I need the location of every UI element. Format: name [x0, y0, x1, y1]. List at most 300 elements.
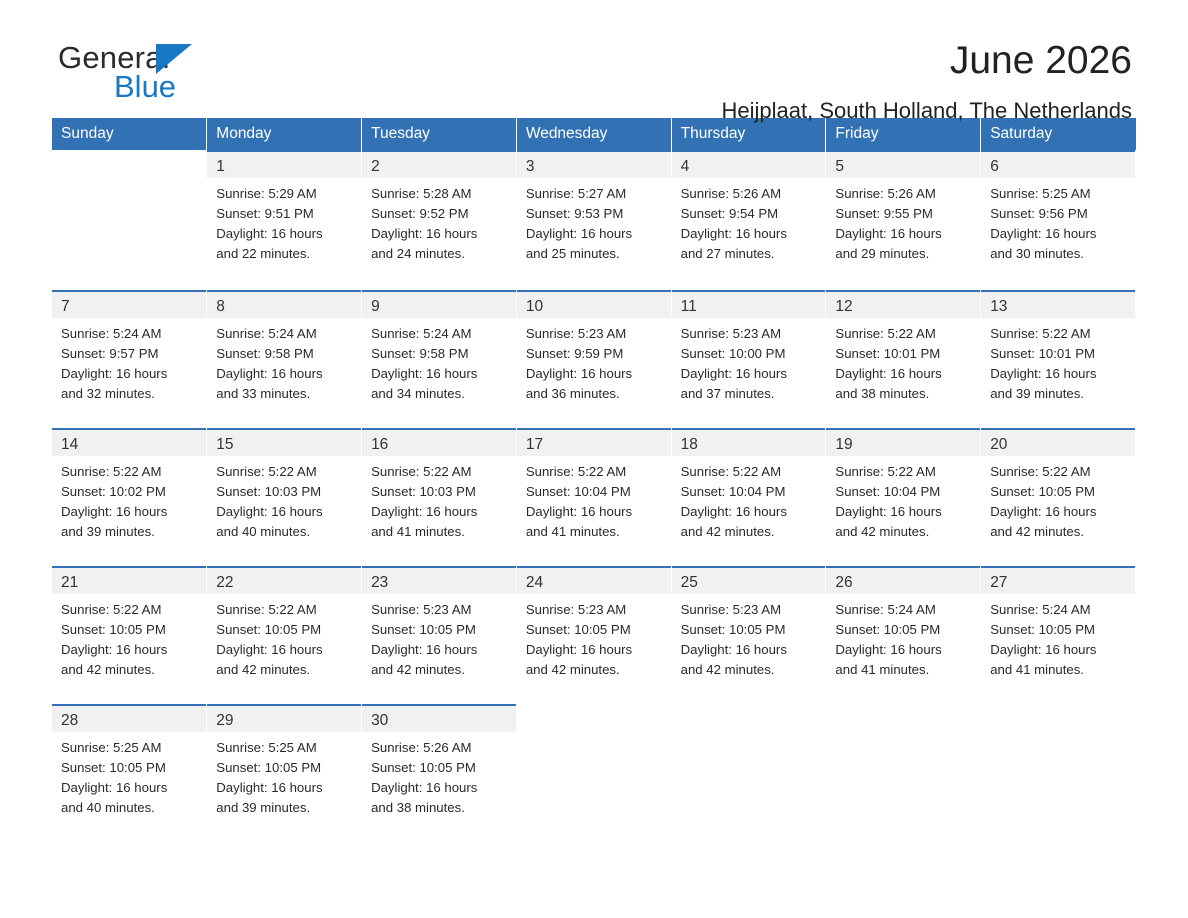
calendar-cell-empty	[826, 704, 981, 834]
day-info	[672, 178, 826, 264]
day-info-line: Sunset: 10:05 PM	[990, 622, 1096, 637]
day-cell-content	[207, 290, 361, 418]
calendar-day-cell	[981, 566, 1136, 694]
day-number: 2	[371, 158, 380, 175]
day-cell-content	[207, 704, 361, 832]
day-info-line: Sunrise: 5:25 AM	[216, 740, 317, 755]
calendar-day-cell	[671, 290, 826, 418]
day-info-line: Sunrise: 5:22 AM	[525, 464, 627, 479]
day-info-line: Sunrise: 5:24 AM	[61, 326, 162, 341]
day-cell-content	[981, 150, 1135, 278]
day-number: 9	[371, 298, 380, 315]
week-spacer-cell	[52, 694, 1136, 704]
day-info-line: Sunrise: 5:24 AM	[990, 602, 1091, 617]
calendar-day-cell	[207, 290, 362, 418]
day-number: 8	[216, 298, 225, 315]
generalblue-logo	[58, 42, 258, 106]
day-number-bar	[981, 428, 1135, 456]
day-cell-content	[672, 150, 826, 278]
calendar-day-cell	[981, 290, 1136, 418]
day-info-line: and 27 minutes.	[680, 246, 775, 261]
empty-day-placeholder	[672, 704, 826, 834]
day-info-line: and 42 minutes.	[680, 662, 775, 677]
day-info-line: Sunset: 9:57 PM	[61, 346, 159, 361]
day-info-line: Sunset: 10:03 PM	[216, 484, 322, 499]
day-info-line: Sunrise: 5:22 AM	[61, 464, 162, 479]
day-cell-content	[207, 428, 361, 556]
day-info-line: Sunset: 9:54 PM	[680, 206, 779, 221]
day-info-line: and 24 minutes.	[371, 246, 465, 261]
day-number: 26	[835, 574, 853, 591]
day-info	[981, 318, 1135, 404]
day-number: 13	[990, 298, 1008, 315]
day-info-line: Sunset: 9:55 PM	[835, 206, 933, 221]
day-cell-content	[52, 704, 206, 832]
calendar-week-row	[52, 290, 1136, 418]
day-info-line: and 42 minutes.	[680, 524, 775, 539]
day-number-bar	[207, 428, 361, 456]
day-info	[517, 594, 671, 680]
day-info-line: Sunrise: 5:27 AM	[525, 186, 627, 201]
week-spacer-cell	[52, 418, 1136, 428]
day-cell-content	[672, 566, 826, 694]
day-info	[52, 318, 206, 404]
day-info-line: and 41 minutes.	[525, 524, 620, 539]
calendar-day-cell	[671, 566, 826, 694]
calendar-day-cell	[52, 704, 207, 834]
day-info-line: and 39 minutes.	[61, 524, 155, 539]
calendar-week-row	[52, 428, 1136, 556]
weekday-header-friday: Friday	[826, 118, 981, 150]
day-number: 23	[371, 574, 389, 591]
day-cell-content	[981, 290, 1135, 418]
calendar-day-cell	[826, 150, 981, 280]
day-number-bar	[672, 150, 826, 178]
day-number: 1	[216, 158, 225, 175]
day-number: 19	[835, 436, 853, 453]
day-info	[207, 318, 361, 404]
day-info	[981, 594, 1135, 680]
day-info-line: Sunset: 10:05 PM	[371, 622, 476, 637]
day-info-line: Daylight: 16 hours	[216, 642, 323, 657]
day-number: 30	[371, 712, 389, 729]
day-info	[517, 178, 671, 264]
day-info-line: and 42 minutes.	[61, 662, 155, 677]
day-number-bar	[672, 428, 826, 456]
day-number-bar	[517, 566, 671, 594]
day-number-bar	[517, 428, 671, 456]
day-info-line: and 32 minutes.	[61, 386, 155, 401]
day-info-line: Sunrise: 5:22 AM	[216, 602, 317, 617]
day-number-bar	[826, 566, 980, 594]
day-cell-content	[826, 290, 980, 418]
logo-text-blue: Blue	[114, 69, 177, 104]
day-number-bar	[207, 290, 361, 318]
day-number: 12	[835, 298, 853, 315]
calendar-day-cell	[826, 566, 981, 694]
day-number: 20	[990, 436, 1008, 453]
day-info-line: Sunset: 10:01 PM	[990, 346, 1096, 361]
day-info-line: Sunset: 10:04 PM	[525, 484, 631, 499]
day-info	[826, 178, 980, 264]
calendar-day-cell	[362, 290, 517, 418]
day-info	[207, 456, 361, 542]
day-number-bar	[826, 428, 980, 456]
day-cell-content	[826, 566, 980, 694]
calendar-day-cell	[362, 150, 517, 280]
day-info-line: and 42 minutes.	[990, 524, 1085, 539]
logo-triangle-icon	[156, 44, 192, 74]
calendar-day-cell	[362, 704, 517, 834]
day-info	[207, 594, 361, 680]
day-info	[826, 318, 980, 404]
day-info-line: Sunset: 10:02 PM	[61, 484, 166, 499]
day-info-line: Daylight: 16 hours	[990, 504, 1097, 519]
day-number-bar	[517, 290, 671, 318]
day-number: 29	[216, 712, 234, 729]
day-info-line: Daylight: 16 hours	[990, 642, 1097, 657]
day-info-line: and 25 minutes.	[525, 246, 620, 261]
calendar-week-row	[52, 566, 1136, 694]
day-info	[981, 456, 1135, 542]
empty-day-placeholder	[826, 704, 980, 834]
day-cell-content	[672, 428, 826, 556]
day-info-line: Daylight: 16 hours	[680, 226, 787, 241]
day-info-line: Sunrise: 5:25 AM	[990, 186, 1091, 201]
day-number-bar	[826, 150, 980, 178]
day-number-bar	[362, 428, 516, 456]
day-info-line: Sunset: 10:05 PM	[61, 622, 166, 637]
day-info-line: and 42 minutes.	[371, 662, 465, 677]
day-info-line: and 22 minutes.	[216, 246, 311, 261]
day-number-bar	[672, 290, 826, 318]
day-info-line: Sunset: 10:05 PM	[371, 760, 476, 775]
calendar-day-cell	[207, 704, 362, 834]
day-number-bar	[362, 150, 516, 178]
day-info-line: and 41 minutes.	[371, 524, 465, 539]
day-number: 6	[990, 158, 999, 175]
day-info-line: and 38 minutes.	[371, 800, 465, 815]
calendar-day-cell	[207, 150, 362, 280]
day-info-line: Sunrise: 5:24 AM	[216, 326, 317, 341]
day-info-line: Sunrise: 5:24 AM	[371, 326, 472, 341]
day-info-line: Daylight: 16 hours	[371, 780, 478, 795]
day-info	[826, 594, 980, 680]
day-cell-content	[207, 150, 361, 278]
day-cell-content	[517, 428, 671, 556]
day-info-line: Daylight: 16 hours	[680, 366, 787, 381]
day-info-line: Daylight: 16 hours	[525, 226, 633, 241]
calendar-week-row	[52, 150, 1136, 280]
week-spacer	[52, 694, 1136, 704]
weekday-header-sunday: Sunday	[52, 118, 207, 150]
day-info-line: Sunrise: 5:24 AM	[835, 602, 936, 617]
day-info-line: Sunset: 10:05 PM	[216, 622, 322, 637]
day-cell-content	[362, 290, 516, 418]
day-info-line: Daylight: 16 hours	[216, 780, 323, 795]
day-info-line: Sunrise: 5:26 AM	[680, 186, 782, 201]
day-info-line: Sunrise: 5:22 AM	[835, 326, 936, 341]
day-info-line: Sunset: 10:05 PM	[216, 760, 322, 775]
calendar-day-cell	[516, 290, 671, 418]
day-number-bar	[826, 290, 980, 318]
day-info-line: Sunrise: 5:26 AM	[835, 186, 936, 201]
location-subtitle: Heijplaat, South Holland, The Netherlands	[721, 98, 1132, 123]
day-number-bar	[52, 566, 206, 594]
day-info-line: Sunset: 9:58 PM	[216, 346, 314, 361]
day-info	[672, 318, 826, 404]
day-info	[362, 732, 516, 818]
day-number: 5	[835, 158, 845, 175]
calendar-cell-empty	[52, 150, 207, 280]
day-number: 11	[680, 298, 697, 315]
week-spacer-cell	[52, 280, 1136, 290]
day-number-bar	[517, 150, 671, 178]
day-info	[981, 178, 1135, 264]
week-spacer	[52, 418, 1136, 428]
day-number-bar	[362, 704, 516, 732]
day-info-line: and 40 minutes.	[61, 800, 155, 815]
day-info-line: Daylight: 16 hours	[835, 504, 942, 519]
calendar-day-cell	[207, 566, 362, 694]
day-info-line: Sunset: 9:52 PM	[371, 206, 469, 221]
day-info	[362, 178, 516, 264]
day-info	[672, 456, 826, 542]
day-number-bar	[981, 566, 1135, 594]
day-info-line: Daylight: 16 hours	[835, 226, 942, 241]
day-number-bar	[362, 566, 516, 594]
day-info-line: Sunrise: 5:22 AM	[990, 464, 1091, 479]
calendar-day-cell	[52, 566, 207, 694]
day-info-line: Sunset: 10:05 PM	[835, 622, 941, 637]
day-info-line: Sunrise: 5:23 AM	[525, 326, 627, 341]
day-info	[362, 318, 516, 404]
day-info	[52, 732, 206, 818]
empty-day-placeholder	[981, 704, 1135, 834]
day-cell-content	[826, 150, 980, 278]
day-number-bar	[362, 290, 516, 318]
day-info-line: Daylight: 16 hours	[371, 642, 478, 657]
day-info	[672, 594, 826, 680]
day-info-line: and 41 minutes.	[990, 662, 1085, 677]
day-cell-content	[362, 704, 516, 832]
calendar-day-cell	[52, 428, 207, 556]
calendar-day-cell	[826, 428, 981, 556]
day-info-line: Daylight: 16 hours	[61, 366, 168, 381]
day-info-line: Sunrise: 5:29 AM	[216, 186, 317, 201]
weekday-header-wednesday: Wednesday	[516, 118, 671, 150]
day-info-line: and 34 minutes.	[371, 386, 465, 401]
day-info-line: Sunset: 9:51 PM	[216, 206, 314, 221]
day-info-line: Sunrise: 5:22 AM	[216, 464, 317, 479]
day-cell-content	[362, 150, 516, 278]
day-number-bar	[52, 290, 206, 318]
empty-day-placeholder	[517, 704, 671, 834]
day-info-line: Sunset: 10:05 PM	[61, 760, 166, 775]
day-number: 18	[680, 436, 698, 453]
weekday-header-thursday: Thursday	[671, 118, 826, 150]
day-info-line: Sunrise: 5:22 AM	[990, 326, 1091, 341]
calendar-day-cell	[826, 290, 981, 418]
day-info-line: Daylight: 16 hours	[525, 504, 633, 519]
day-info-line: Sunrise: 5:28 AM	[371, 186, 472, 201]
day-number: 22	[216, 574, 234, 591]
day-info-line: and 40 minutes.	[216, 524, 311, 539]
day-info-line: and 36 minutes.	[525, 386, 620, 401]
day-info-line: Daylight: 16 hours	[216, 226, 323, 241]
day-cell-content	[981, 566, 1135, 694]
day-info	[362, 594, 516, 680]
day-info-line: Sunset: 9:59 PM	[525, 346, 624, 361]
weekday-header-tuesday: Tuesday	[362, 118, 517, 150]
day-info-line: Sunset: 9:56 PM	[990, 206, 1088, 221]
day-info-line: Daylight: 16 hours	[216, 366, 323, 381]
day-cell-content	[826, 428, 980, 556]
day-info-line: and 42 minutes.	[525, 662, 620, 677]
page-header	[52, 0, 1136, 123]
day-info	[517, 456, 671, 542]
calendar-cell-empty	[981, 704, 1136, 834]
day-info-line: Sunrise: 5:23 AM	[680, 326, 782, 341]
day-info-line: Daylight: 16 hours	[680, 504, 787, 519]
day-info	[52, 594, 206, 680]
day-cell-content	[52, 290, 206, 418]
calendar-day-cell	[671, 150, 826, 280]
day-cell-content	[981, 428, 1135, 556]
weekday-header-saturday: Saturday	[981, 118, 1136, 150]
day-info	[52, 456, 206, 542]
day-info-line: Daylight: 16 hours	[216, 504, 323, 519]
day-info-line: Daylight: 16 hours	[835, 366, 942, 381]
calendar-week-row	[52, 704, 1136, 834]
day-info-line: Daylight: 16 hours	[371, 366, 478, 381]
day-number: 16	[371, 436, 389, 453]
day-info-line: and 29 minutes.	[835, 246, 930, 261]
day-cell-content	[207, 566, 361, 694]
day-info-line: Sunset: 10:05 PM	[990, 484, 1096, 499]
day-info-line: and 37 minutes.	[680, 386, 775, 401]
day-info-line: and 33 minutes.	[216, 386, 311, 401]
week-spacer	[52, 556, 1136, 566]
day-info	[826, 456, 980, 542]
calendar-day-cell	[981, 150, 1136, 280]
day-number: 24	[525, 574, 544, 591]
day-info-line: Sunrise: 5:22 AM	[835, 464, 936, 479]
day-cell-content	[362, 566, 516, 694]
calendar-cell-empty	[516, 704, 671, 834]
day-info-line: Daylight: 16 hours	[61, 642, 168, 657]
day-info-line: Sunset: 10:03 PM	[371, 484, 476, 499]
day-number: 3	[525, 158, 535, 175]
day-info-line: Sunset: 10:01 PM	[835, 346, 941, 361]
calendar-body	[52, 150, 1136, 834]
day-info-line: Sunrise: 5:23 AM	[525, 602, 627, 617]
day-info-line: and 42 minutes.	[835, 524, 930, 539]
day-info-line: Daylight: 16 hours	[990, 226, 1097, 241]
day-info-line: and 38 minutes.	[835, 386, 930, 401]
day-info-line: Daylight: 16 hours	[680, 642, 787, 657]
page-title: June 2026	[949, 39, 1132, 82]
month-calendar	[52, 118, 1136, 834]
day-number-bar	[981, 290, 1135, 318]
calendar-day-cell	[362, 566, 517, 694]
day-number: 15	[216, 436, 234, 453]
day-number: 17	[525, 436, 544, 453]
day-info-line: Sunrise: 5:26 AM	[371, 740, 472, 755]
day-cell-content	[517, 566, 671, 694]
day-info-line: and 41 minutes.	[835, 662, 930, 677]
week-spacer	[52, 280, 1136, 290]
day-info-line: Sunrise: 5:22 AM	[680, 464, 782, 479]
day-info-line: Sunset: 10:04 PM	[835, 484, 941, 499]
day-number-bar	[52, 704, 206, 732]
day-info-line: and 30 minutes.	[990, 246, 1085, 261]
day-number: 10	[525, 298, 544, 315]
day-cell-content	[672, 290, 826, 418]
day-cell-content	[52, 566, 206, 694]
title-block	[721, 38, 1132, 126]
day-info-line: Sunset: 9:58 PM	[371, 346, 469, 361]
day-number-bar	[672, 566, 826, 594]
day-cell-content	[52, 428, 206, 556]
day-info-line: Sunset: 9:53 PM	[525, 206, 624, 221]
day-cell-content	[362, 428, 516, 556]
calendar-day-cell	[516, 566, 671, 694]
day-info-line: Daylight: 16 hours	[61, 780, 168, 795]
calendar-cell-empty	[671, 704, 826, 834]
day-info-line: Sunrise: 5:22 AM	[61, 602, 162, 617]
empty-day-placeholder	[52, 150, 206, 280]
day-info-line: Daylight: 16 hours	[835, 642, 942, 657]
day-number: 27	[990, 574, 1008, 591]
day-number-bar	[207, 150, 361, 178]
day-info-line: Daylight: 16 hours	[61, 504, 168, 519]
day-info-line: Sunset: 10:04 PM	[680, 484, 786, 499]
day-info	[517, 318, 671, 404]
day-info-line: Sunrise: 5:23 AM	[680, 602, 782, 617]
calendar-day-cell	[52, 290, 207, 418]
calendar-day-cell	[671, 428, 826, 556]
day-info-line: Daylight: 16 hours	[371, 226, 478, 241]
week-spacer-cell	[52, 556, 1136, 566]
weekday-header-monday: Monday	[207, 118, 362, 150]
day-info	[207, 732, 361, 818]
day-info-line: Daylight: 16 hours	[525, 642, 633, 657]
day-info-line: and 42 minutes.	[216, 662, 311, 677]
day-info-line: Daylight: 16 hours	[525, 366, 633, 381]
calendar-day-cell	[516, 150, 671, 280]
day-number: 25	[680, 574, 698, 591]
day-number-bar	[52, 428, 206, 456]
day-number: 7	[61, 298, 70, 315]
day-info-line: and 39 minutes.	[990, 386, 1085, 401]
day-info-line: Daylight: 16 hours	[371, 504, 478, 519]
day-number: 14	[61, 436, 79, 453]
day-info-line: Sunrise: 5:22 AM	[371, 464, 472, 479]
calendar-day-cell	[981, 428, 1136, 556]
logo-text-general: General	[58, 40, 170, 75]
calendar-day-cell	[516, 428, 671, 556]
day-number: 28	[61, 712, 79, 729]
day-number: 21	[61, 574, 79, 591]
day-cell-content	[517, 150, 671, 278]
day-info-line: Sunrise: 5:23 AM	[371, 602, 472, 617]
day-info-line: Daylight: 16 hours	[990, 366, 1097, 381]
day-number-bar	[981, 150, 1135, 178]
day-info-line: Sunset: 10:00 PM	[680, 346, 786, 361]
day-info-line: Sunset: 10:05 PM	[680, 622, 786, 637]
day-info-line: Sunset: 10:05 PM	[525, 622, 631, 637]
